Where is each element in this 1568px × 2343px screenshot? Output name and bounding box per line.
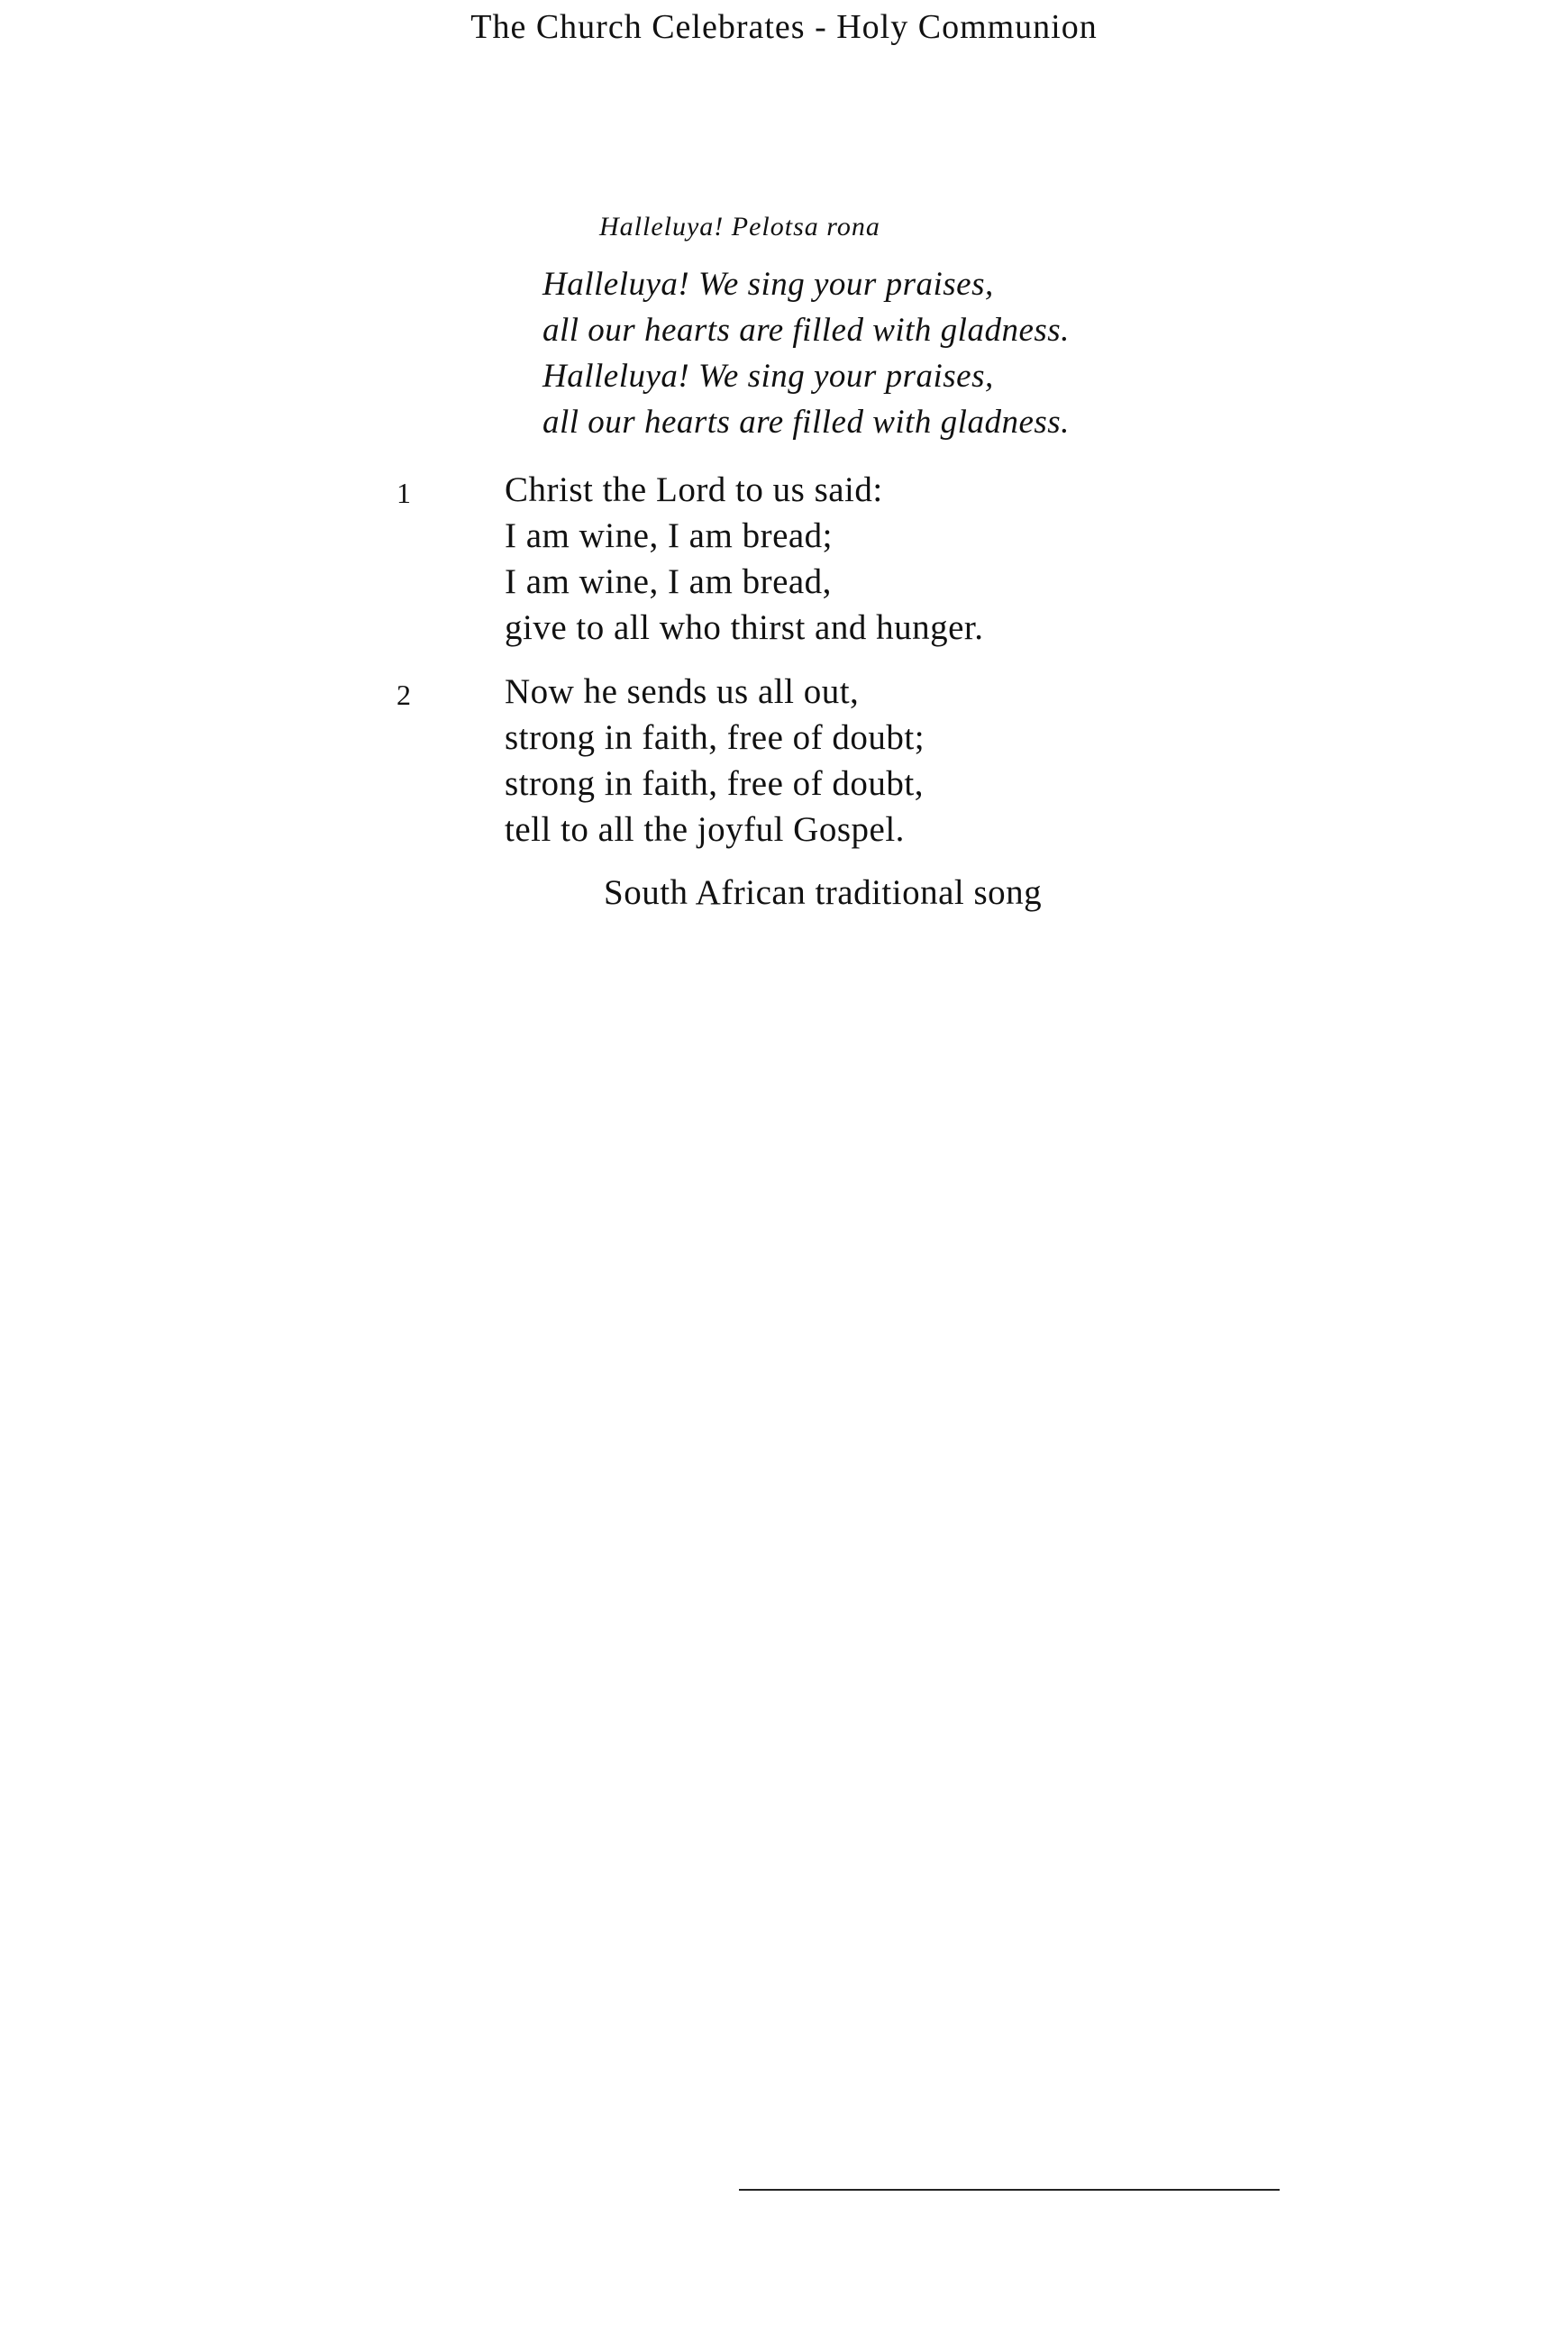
hymn-title: Halleluya! Pelotsa rona bbox=[599, 212, 880, 242]
verse-lines bbox=[505, 467, 984, 651]
refrain bbox=[542, 261, 1070, 445]
verse-number: 1 bbox=[397, 477, 411, 509]
verse-line: strong in faith, free of doubt, bbox=[505, 764, 924, 803]
refrain-line: all our hearts are filled with gladness. bbox=[542, 404, 1070, 441]
verse-line: strong in faith, free of doubt; bbox=[505, 718, 925, 757]
footer-rule bbox=[739, 2189, 1280, 2191]
refrain-line: Halleluya! We sing your praises, bbox=[542, 358, 994, 395]
verse-lines bbox=[505, 669, 925, 852]
refrain-line: all our hearts are filled with gladness. bbox=[542, 312, 1070, 349]
verse-number: 2 bbox=[397, 679, 411, 711]
verse-line: Now he sends us all out, bbox=[505, 672, 860, 711]
verse-line: I am wine, I am bread, bbox=[505, 562, 832, 601]
attribution: South African traditional song bbox=[604, 873, 1043, 912]
verse-line: I am wine, I am bread; bbox=[505, 516, 834, 555]
refrain-line: Halleluya! We sing your praises, bbox=[542, 266, 994, 303]
verse-line: Christ the Lord to us said: bbox=[505, 470, 883, 509]
page-header: The Church Celebrates - Holy Communion bbox=[470, 8, 1098, 46]
verse-line: give to all who thirst and hunger. bbox=[505, 608, 984, 647]
verse-line: tell to all the joyful Gospel. bbox=[505, 810, 905, 849]
